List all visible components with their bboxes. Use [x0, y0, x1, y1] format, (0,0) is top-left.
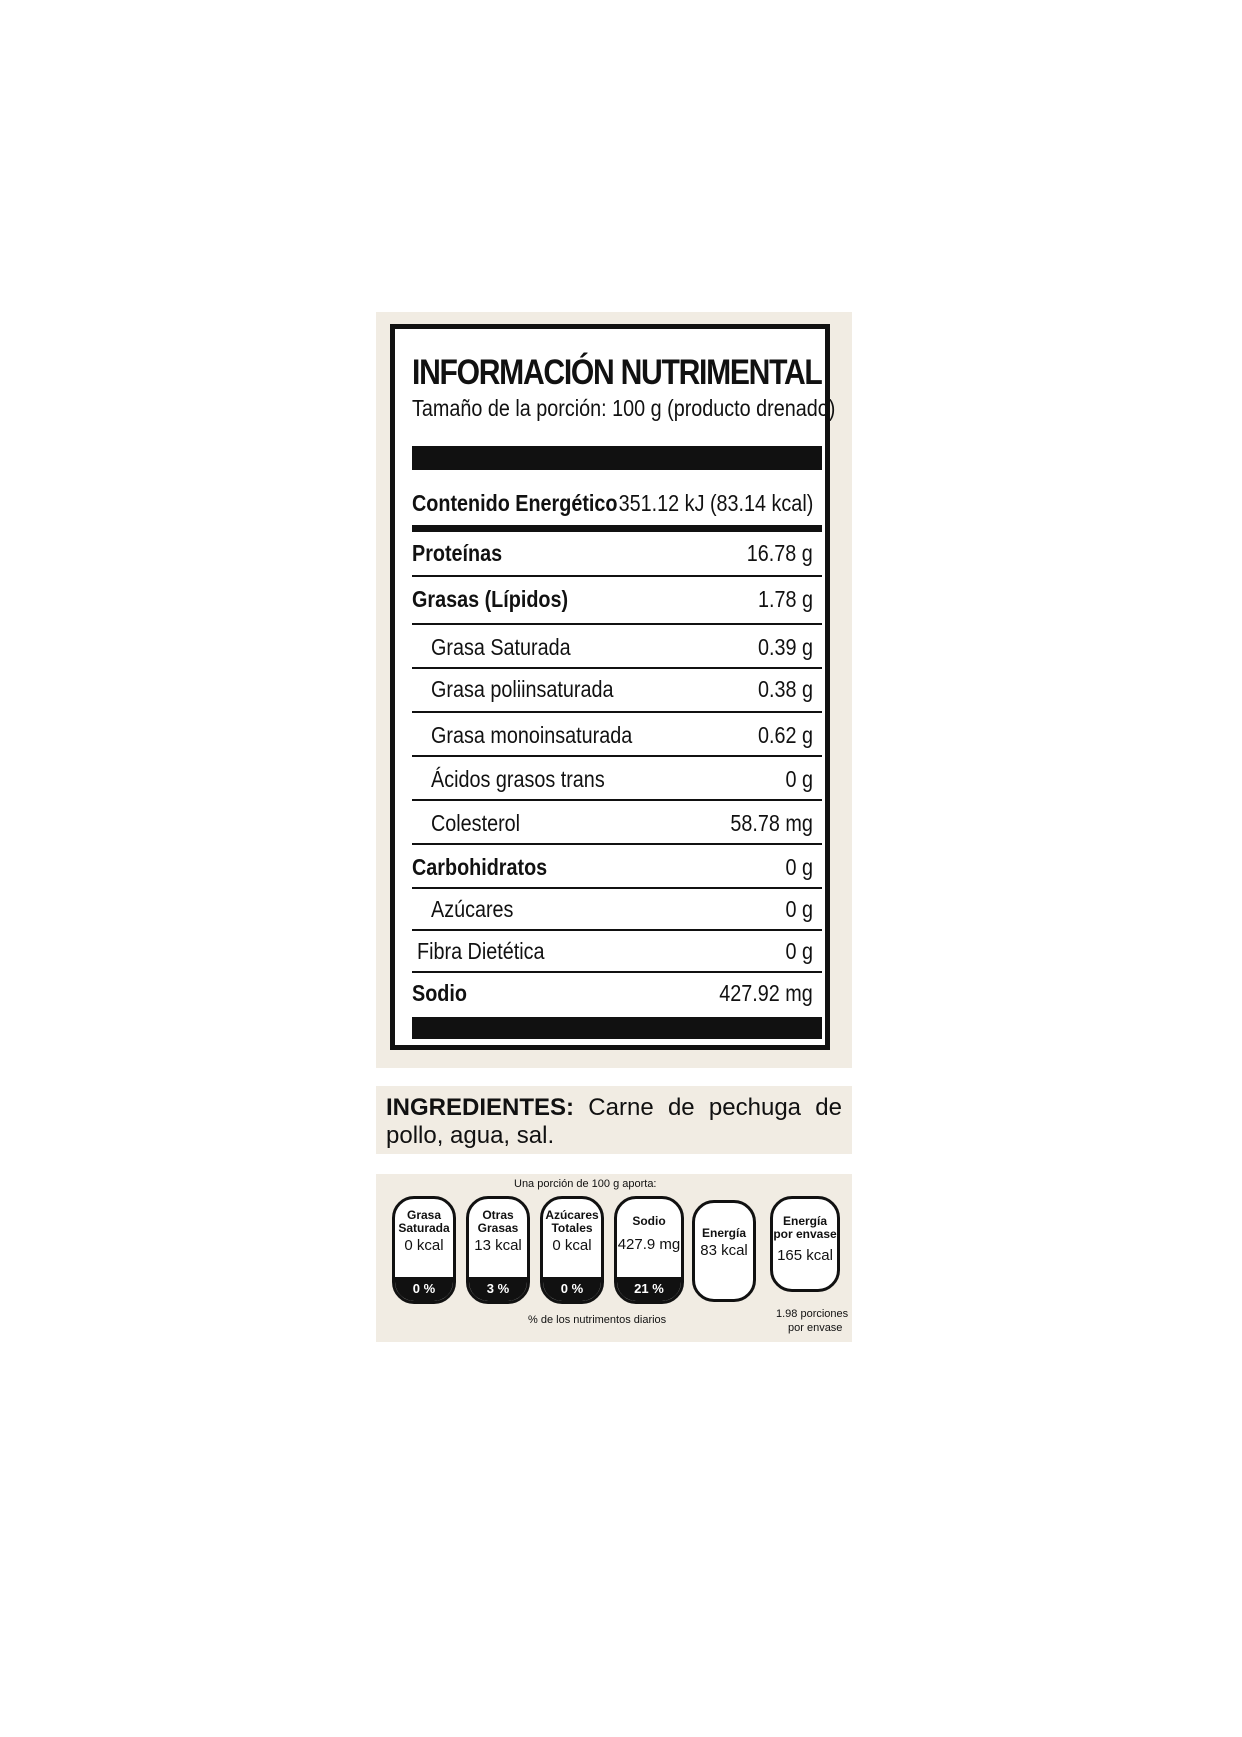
row-carbs-value: 0 g — [785, 854, 813, 880]
row-fats-value: 1.78 g — [758, 586, 813, 612]
front-of-pack-panel — [376, 1174, 852, 1342]
ingredients-list: Carne de pechuga de pollo, agua, sal. — [386, 1094, 842, 1149]
row-sugars-label: Azúcares — [431, 896, 514, 922]
row-carbs-label: Carbohidratos — [412, 854, 548, 880]
thick-divider-top — [412, 446, 822, 470]
row-divider — [412, 575, 822, 577]
seal-energy — [692, 1200, 756, 1302]
seal-value: 83 kcal — [700, 1242, 748, 1259]
ingredients-text — [386, 1094, 842, 1150]
row-divider — [412, 843, 822, 845]
seal-name: Energía — [701, 1226, 746, 1240]
seal-name: Saturada — [398, 1221, 450, 1235]
row-polyunsaturated-label: Grasa poliinsaturada — [431, 676, 614, 702]
row-sodium-label: Sodio — [412, 980, 467, 1006]
seal-value: 13 kcal — [474, 1237, 522, 1254]
seal-name: Grasas — [477, 1221, 519, 1235]
portions-note: 1.98 porciones — [776, 1308, 849, 1320]
seal-name: Otras — [482, 1208, 514, 1222]
seal-other-fats — [466, 1196, 530, 1304]
thick-divider-bottom — [412, 1017, 822, 1039]
row-monounsaturated-value: 0.62 g — [758, 722, 813, 748]
energy-value: 351.12 kJ (83.14 kcal) — [618, 490, 813, 516]
energy-divider — [412, 525, 822, 532]
row-trans-label: Ácidos grasos trans — [431, 766, 605, 792]
seal-sodium — [614, 1196, 684, 1304]
row-polyunsaturated-value: 0.38 g — [758, 676, 813, 702]
row-saturated-value: 0.39 g — [758, 634, 813, 660]
seal-name: por envase — [773, 1227, 837, 1241]
seal-value: 0 kcal — [552, 1237, 592, 1254]
seal-value: 165 kcal — [777, 1247, 833, 1264]
row-divider — [412, 929, 822, 931]
row-sodium-value: 427.92 mg — [719, 980, 813, 1006]
seal-percent: 21 % — [617, 1277, 681, 1301]
label-title: INFORMACIÓN NUTRIMENTAL — [412, 353, 822, 392]
row-divider — [412, 623, 822, 625]
portion-note: Una porción de 100 g aporta: — [514, 1178, 657, 1190]
seal-total-sugars — [540, 1196, 604, 1304]
seal-name: Energía — [782, 1214, 827, 1228]
ingredients-panel — [376, 1086, 852, 1154]
ingredients-heading: INGREDIENTES: — [386, 1094, 575, 1121]
row-monounsaturated-label: Grasa monoinsaturada — [431, 722, 633, 748]
row-divider — [412, 887, 822, 889]
energy-label: Contenido Energético — [412, 490, 618, 516]
row-proteins-label: Proteínas — [412, 540, 503, 566]
portions-note: por envase — [788, 1322, 843, 1334]
row-divider — [412, 711, 822, 713]
seal-energy-per-package — [770, 1196, 840, 1292]
row-fats-label: Grasas (Lípidos) — [412, 586, 569, 612]
seal-value: 427.9 mg — [617, 1236, 681, 1253]
row-proteins-value: 16.78 g — [746, 540, 813, 566]
seal-percent: 0 % — [543, 1277, 601, 1301]
row-cholesterol-label: Colesterol — [431, 810, 521, 836]
row-cholesterol-value: 58.78 mg — [730, 810, 813, 836]
row-divider — [412, 971, 822, 973]
nutrition-facts-box — [390, 324, 836, 1050]
seal-percent: 0 % — [395, 1277, 453, 1301]
seal-name: Grasa — [406, 1208, 442, 1222]
daily-values-note: % de los nutrimentos diarios — [528, 1314, 667, 1326]
seal-name: Sodio — [632, 1214, 666, 1228]
seal-value: 0 kcal — [404, 1237, 444, 1254]
row-fiber-value: 0 g — [785, 938, 813, 964]
row-divider — [412, 755, 822, 757]
row-sugars-value: 0 g — [785, 896, 813, 922]
seal-percent: 3 % — [469, 1277, 527, 1301]
serving-size: Tamaño de la porción: 100 g (producto drenado) — [412, 395, 836, 421]
seal-name: Azúcares — [545, 1208, 599, 1222]
nutrition-label-panel — [376, 312, 852, 1068]
seal-saturated-fat — [392, 1196, 456, 1304]
row-divider — [412, 799, 822, 801]
row-saturated-label: Grasa Saturada — [431, 634, 571, 660]
row-trans-value: 0 g — [785, 766, 813, 792]
row-divider — [412, 667, 822, 669]
row-fiber-label: Fibra Dietética — [417, 938, 545, 964]
seal-name: Totales — [551, 1221, 593, 1235]
